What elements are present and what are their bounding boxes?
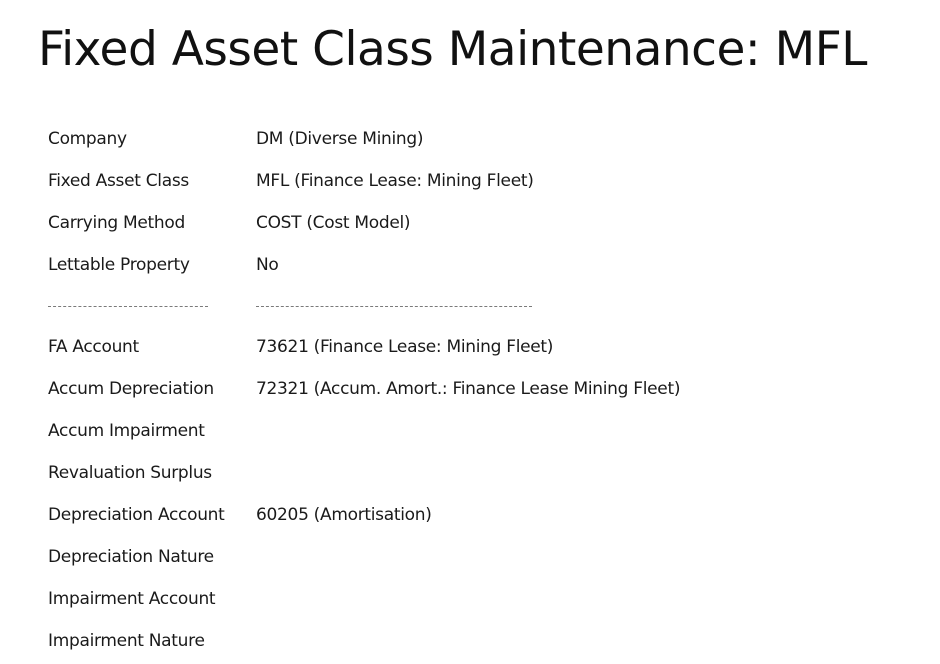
field-value-fa-account: 73621 (Finance Lease: Mining Fleet)	[256, 337, 554, 357]
field-label-fa-account: FA Account	[48, 337, 139, 357]
field-row-accum-depreciation	[48, 368, 928, 410]
field-value-company: DM (Diverse Mining)	[256, 129, 424, 149]
field-label-impairment-account: Impairment Account	[48, 589, 216, 609]
field-label-fixed-asset-class: Fixed Asset Class	[48, 171, 189, 191]
field-label-depreciation-account: Depreciation Account	[48, 505, 225, 525]
section-divider	[48, 286, 928, 326]
field-label-depreciation-nature: Depreciation Nature	[48, 547, 214, 567]
field-label-impairment-nature: Impairment Nature	[48, 631, 205, 651]
field-row-company	[48, 118, 928, 160]
field-label-lettable-property: Lettable Property	[48, 255, 190, 275]
field-row-fa-account	[48, 326, 928, 368]
field-value-accum-depreciation: 72321 (Accum. Amort.: Finance Lease Mining Fleet)	[256, 379, 681, 399]
field-row-revaluation-surplus	[48, 452, 928, 494]
field-value-lettable-property: No	[256, 255, 279, 275]
field-row-accum-impairment	[48, 410, 928, 452]
field-row-impairment-account	[48, 578, 928, 620]
field-value-depreciation-account: 60205 (Amortisation)	[256, 505, 432, 525]
divider-label-column	[48, 306, 256, 307]
divider-line-long	[256, 306, 532, 307]
field-list	[48, 118, 928, 662]
field-label-accum-depreciation: Accum Depreciation	[48, 379, 214, 399]
field-row-fixed-asset-class	[48, 160, 928, 202]
field-label-revaluation-surplus: Revaluation Surplus	[48, 463, 212, 483]
field-row-lettable-property	[48, 244, 928, 286]
divider-line-short	[48, 306, 208, 307]
field-label-carrying-method: Carrying Method	[48, 213, 185, 233]
field-row-depreciation-account	[48, 494, 928, 536]
field-value-carrying-method: COST (Cost Model)	[256, 213, 411, 233]
divider-value-column	[256, 306, 532, 307]
page-title: Fixed Asset Class Maintenance: MFL	[38, 22, 867, 77]
field-value-fixed-asset-class: MFL (Finance Lease: Mining Fleet)	[256, 171, 534, 191]
field-label-company: Company	[48, 129, 127, 149]
field-row-depreciation-nature	[48, 536, 928, 578]
field-row-carrying-method	[48, 202, 928, 244]
field-row-impairment-nature	[48, 620, 928, 662]
field-label-accum-impairment: Accum Impairment	[48, 421, 205, 441]
